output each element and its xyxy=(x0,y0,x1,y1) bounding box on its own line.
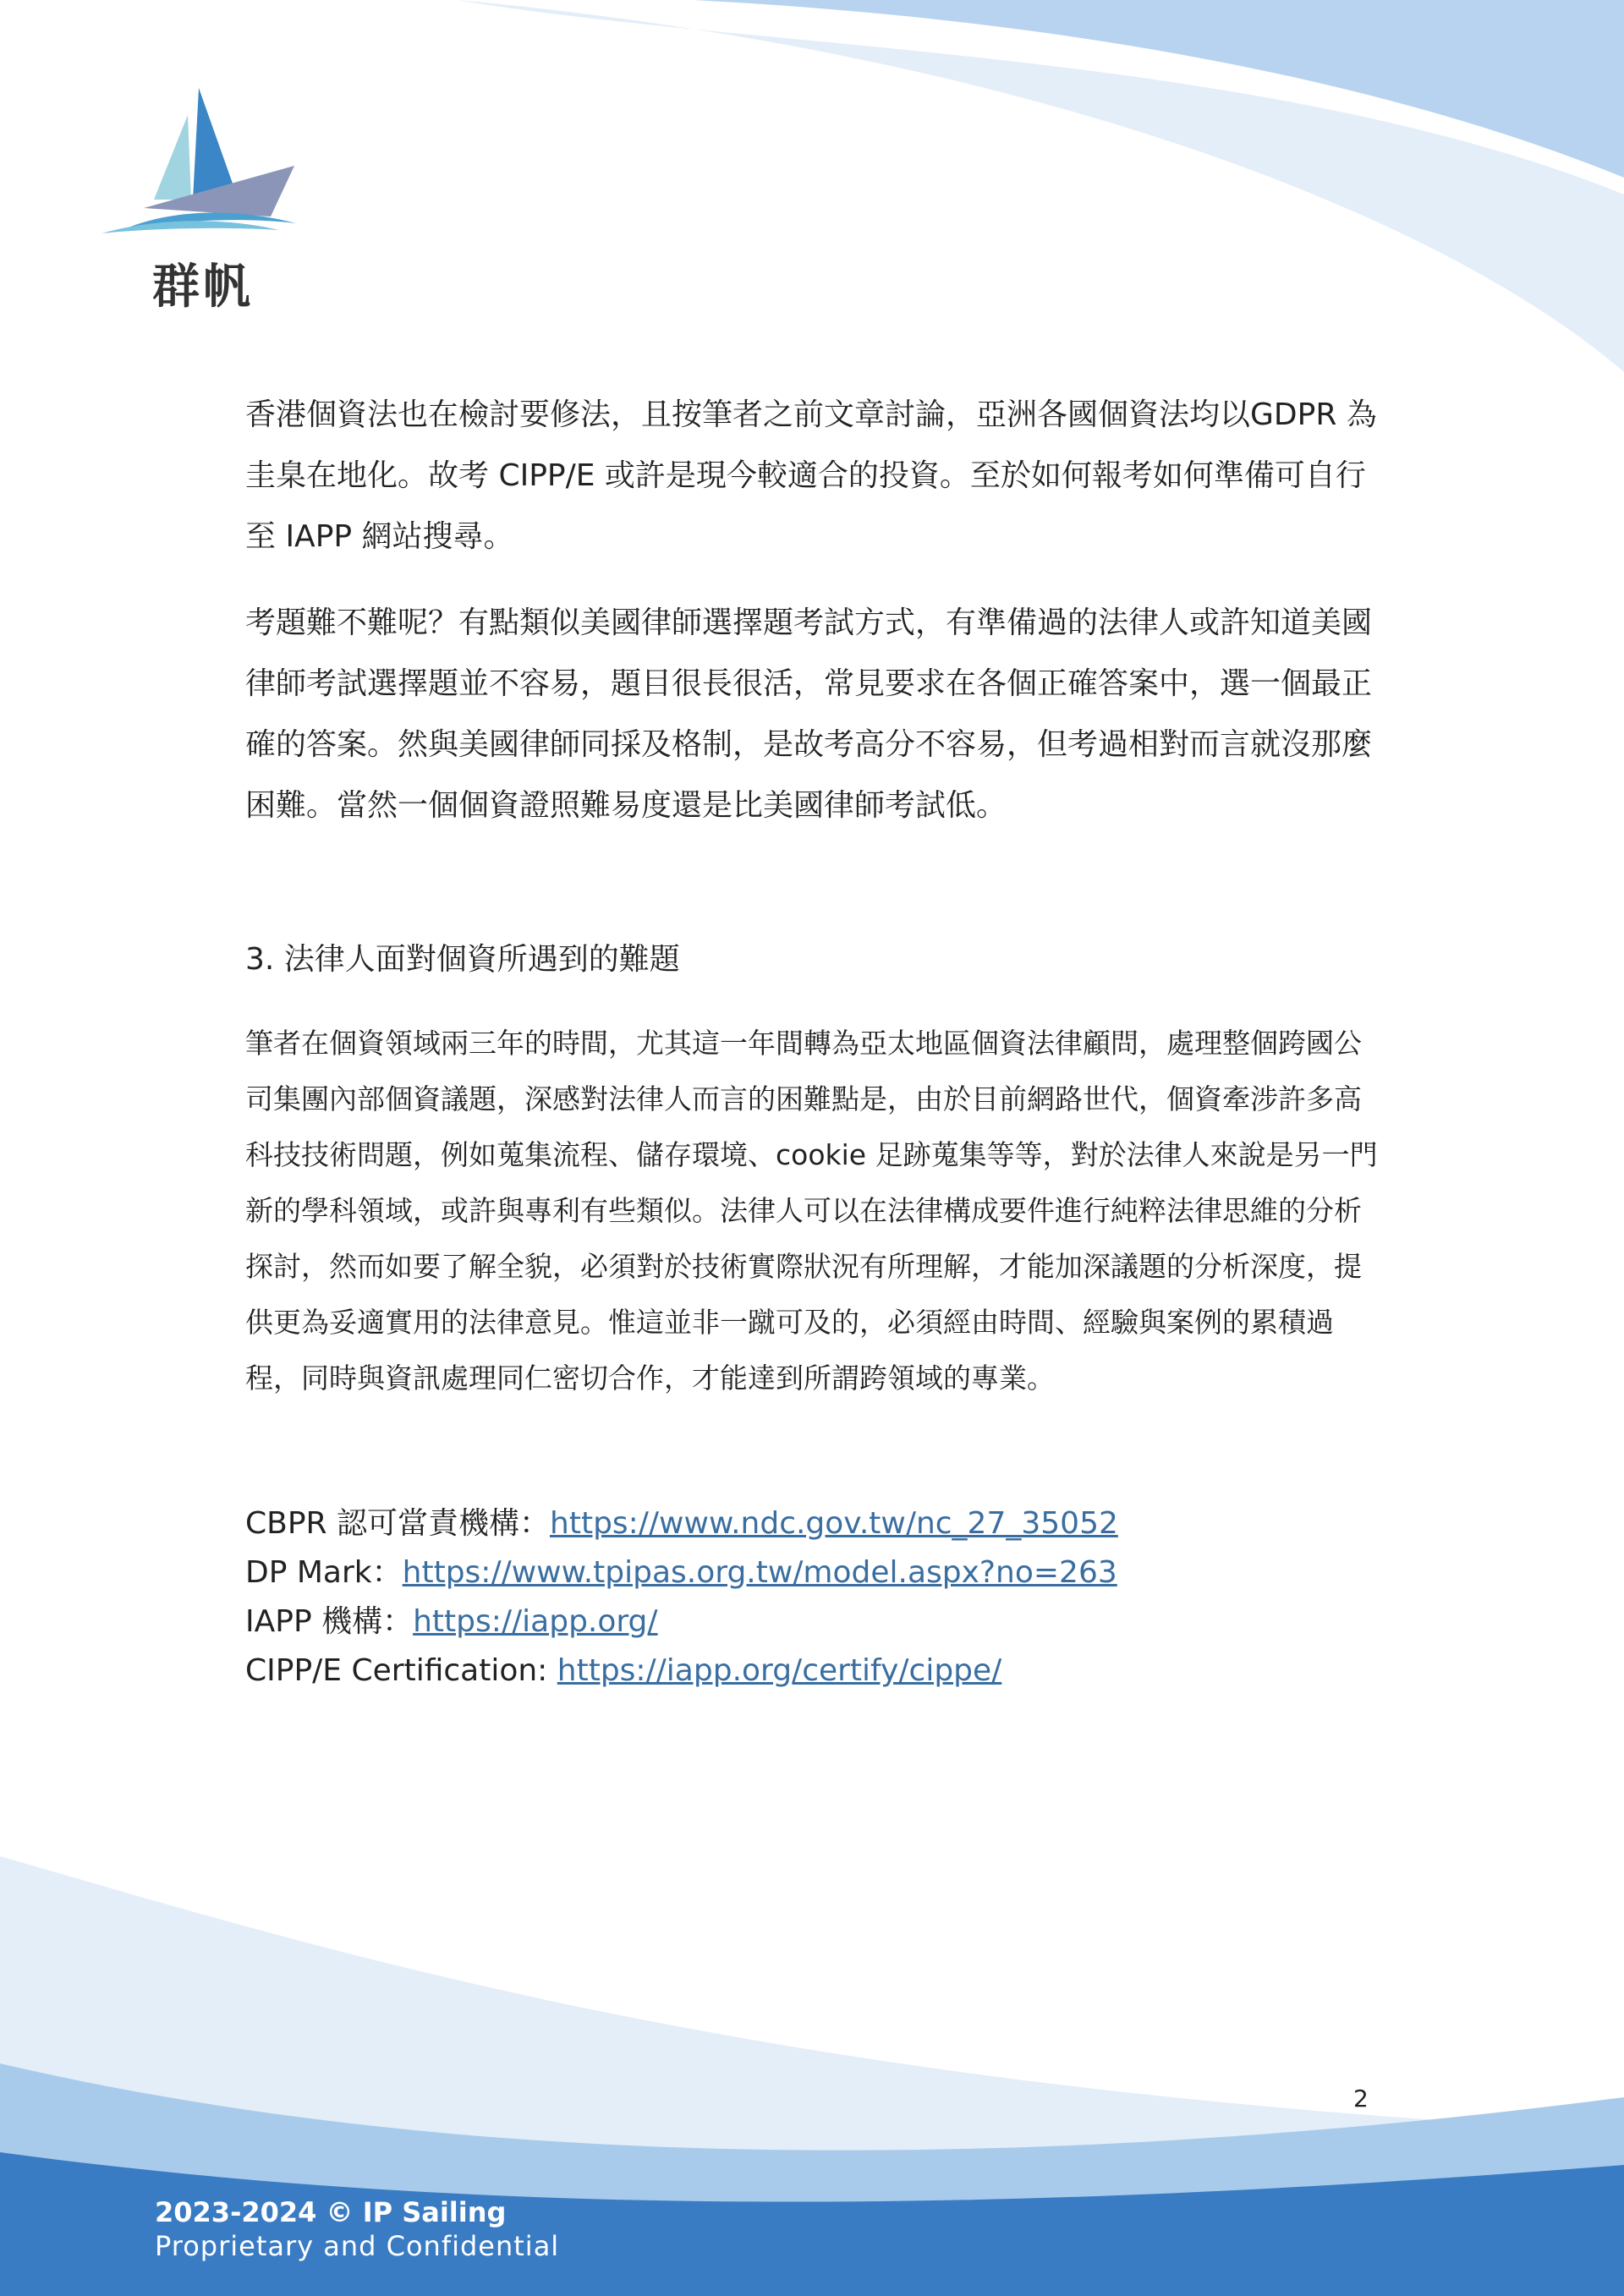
link-label: DP Mark： xyxy=(245,1555,403,1590)
brand-name: 群帆 xyxy=(152,260,254,315)
dp-mark-link[interactable]: https://www.tpipas.org.tw/model.aspx?no=263 xyxy=(402,1555,1117,1590)
footer xyxy=(155,2195,559,2263)
footer-copyright: 2023-2024 © IP Sailing xyxy=(155,2196,507,2228)
link-label: IAPP 機構： xyxy=(245,1604,414,1639)
link-row-cbpr xyxy=(245,1499,1387,1548)
section-heading-3: 3. 法律人面對個資所遇到的難題 xyxy=(245,942,680,977)
iapp-link[interactable]: https://iapp.org/ xyxy=(413,1604,658,1639)
link-label: CIPP/E Certification: xyxy=(245,1653,557,1688)
link-row-dp-mark xyxy=(245,1548,1387,1597)
cbpr-link[interactable]: https://www.ndc.gov.tw/nc_27_35052 xyxy=(550,1506,1118,1541)
footer-confidential: Proprietary and Confidential xyxy=(155,2230,560,2262)
cippe-link[interactable]: https://iapp.org/certify/cippe/ xyxy=(557,1653,1002,1688)
link-row-iapp xyxy=(245,1597,1387,1647)
link-row-cippe xyxy=(245,1647,1387,1696)
paragraph-2: 考題難不難呢？有點類似美國律師選擇題考試方式，有準備過的法律人或許知道美國律師考試選擇題並不容易，題目很長很活，常見要求在各個正確答案中，選一個最正確的答案。然與美國律師同採及格制，是故考高分不容易，但考過相對而言就沒那麼困難。當然一個個資證照難易度還是比美國律師考試低。 xyxy=(245,606,1373,823)
reference-links xyxy=(245,1499,1387,1696)
link-label: CBPR 認可當責機構： xyxy=(245,1506,551,1541)
paragraph-1: 香港個資法也在檢討要修法，且按筆者之前文章討論，亞洲各國個資法均以GDPR 為圭臬在地化。故考 CIPP/E 或許是現今較適合的投資。至於如何報考如何準備可自行至 IAPP 網站搜尋。 xyxy=(245,397,1377,554)
paragraph-3: 筆者在個資領域兩三年的時間，尤其這一年間轉為亞太地區個資法律顧問，處理整個跨國公司集團內部個資議題，深感對法律人而言的困難點是，由於目前網路世代，個資牽涉許多高科技技術問題，例如蒐集流程、儲存環境、cookie 足跡蒐集等等，對於法律人來說是另一門新的學科領域，或許與專利有些類似。法律人可以在法律構成要件進行純粹法律思維的分析探討，然而如要了解全貌，必須對於技術實際狀況有所理解，才能加深議題的分析深度，提供更為妥適實用的法律意見。惟這並非一蹴可及的，必須經由時間、經驗與案例的累積過程，同時與資訊處理同仁密切合作，才能達到所謂跨領域的專業。 xyxy=(245,1027,1378,1395)
sailboat-logo-icon xyxy=(93,81,304,242)
document-content xyxy=(245,385,1387,1696)
page-number: 2 xyxy=(1353,2085,1369,2112)
